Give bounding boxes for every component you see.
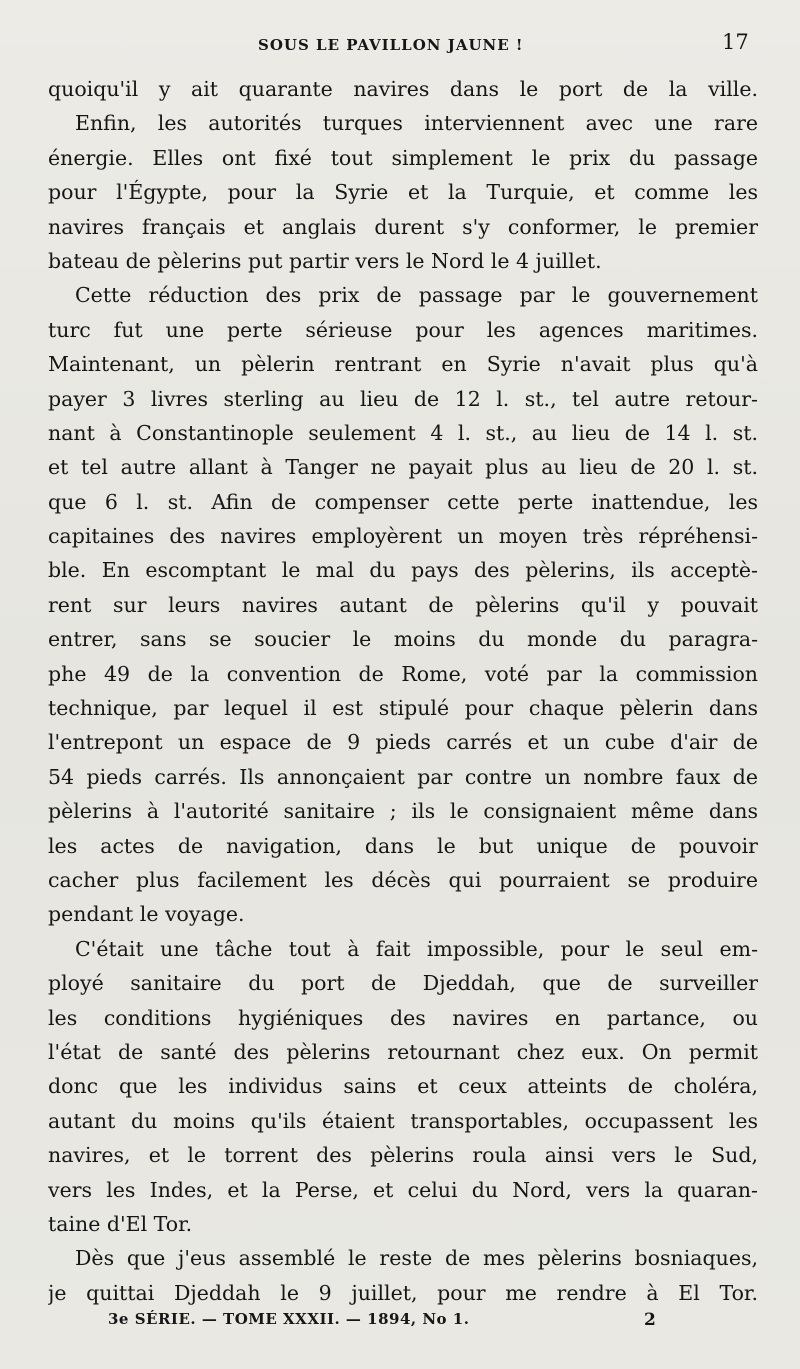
text-line: navires français et anglais durent s'y conformer, le premier: [48, 214, 758, 239]
text-line: cacher plus facilement les décès qui pourraient se produire: [48, 867, 758, 892]
text-line: Dès que j'eus assemblé le reste de mes pèlerins bosniaques,: [75, 1246, 758, 1271]
text-line: technique, par lequel il est stipulé pour chaque pèlerin dans: [48, 696, 758, 721]
text-line: je quittai Djeddah le 9 juillet, pour me rendre à El Tor.: [48, 1280, 758, 1305]
text-line: pendant le voyage.: [48, 902, 245, 927]
text-line: énergie. Elles ont fixé tout simplement le prix du passage: [48, 145, 758, 170]
text-line: pèlerins à l'autorité sanitaire ; ils le consignaient même dans: [48, 799, 758, 824]
text-line: entrer, sans se soucier le moins du monde du paragra-: [48, 627, 758, 652]
text-line: turc fut une perte sérieuse pour les agences maritimes.: [48, 317, 758, 342]
page-footer: [0, 1308, 800, 1338]
text-line: vers les Indes, et la Perse, et celui du Nord, vers la quaran-: [48, 1177, 758, 1202]
text-line: pour l'Égypte, pour la Syrie et la Turquie, et comme les: [48, 180, 758, 205]
text-line: C'était une tâche tout à fait impossible, pour le seul em-: [75, 936, 758, 961]
text-line: et tel autre allant à Tanger ne payait plus au lieu de 20 l. st.: [48, 455, 758, 480]
text-line: navires, et le torrent des pèlerins roula ainsi vers le Sud,: [48, 1143, 758, 1168]
text-line: rent sur leurs navires autant de pèlerins qu'il y pouvait: [48, 592, 758, 617]
text-line: que 6 l. st. Afin de compenser cette perte inattendue, les: [48, 489, 758, 514]
text-line: ble. En escomptant le mal du pays des pèlerins, ils acceptè-: [48, 558, 758, 583]
running-title: SOUS LE PAVILLON JAUNE !: [258, 36, 524, 54]
text-line: donc que les individus sains et ceux atteints de choléra,: [48, 1074, 758, 1099]
text-line: 54 pieds carrés. Ils annonçaient par contre un nombre faux de: [48, 764, 758, 789]
text-line: bateau de pèlerins put partir vers le Nord le 4 juillet.: [48, 248, 602, 273]
text-line: capitaines des navires employèrent un moyen très répréhensi-: [48, 524, 758, 549]
text-line: l'état de santé des pèlerins retournant chez eux. On permit: [48, 1039, 758, 1064]
text-line: ployé sanitaire du port de Djeddah, que de surveiller: [48, 971, 758, 996]
text-line: taine d'El Tor.: [48, 1211, 193, 1236]
series-note: 3e SÉRIE. — TOME XXXII. — 1894, No 1.: [108, 1310, 470, 1328]
text-line: payer 3 livres sterling au lieu de 12 l. st., tel autre retour-: [48, 386, 758, 411]
body-text: [48, 72, 758, 1310]
text-line: autant du moins qu'ils étaient transportables, occupassent les: [48, 1108, 758, 1133]
text-line: nant à Constantinople seulement 4 l. st., au lieu de 14 l. st.: [48, 420, 758, 445]
page-number: 17: [722, 30, 749, 54]
text-line: quoiqu'il y ait quarante navires dans le port de la ville.: [48, 77, 758, 101]
text-line: l'entrepont un espace de 9 pieds carrés et un cube d'air de: [48, 730, 758, 755]
running-head: [0, 30, 800, 60]
text-line: Enfin, les autorités turques interviennent avec une rare: [75, 111, 758, 136]
text-line: les actes de navigation, dans le but unique de pouvoir: [48, 833, 758, 858]
signature-mark: 2: [644, 1310, 656, 1330]
text-line: les conditions hygiéniques des navires en partance, ou: [48, 1005, 758, 1030]
text-line: phe 49 de la convention de Rome, voté par la commission: [48, 661, 758, 686]
text-line: Cette réduction des prix de passage par le gouvernement: [75, 283, 758, 308]
text-line: Maintenant, un pèlerin rentrant en Syrie n'avait plus qu'à: [48, 352, 758, 377]
